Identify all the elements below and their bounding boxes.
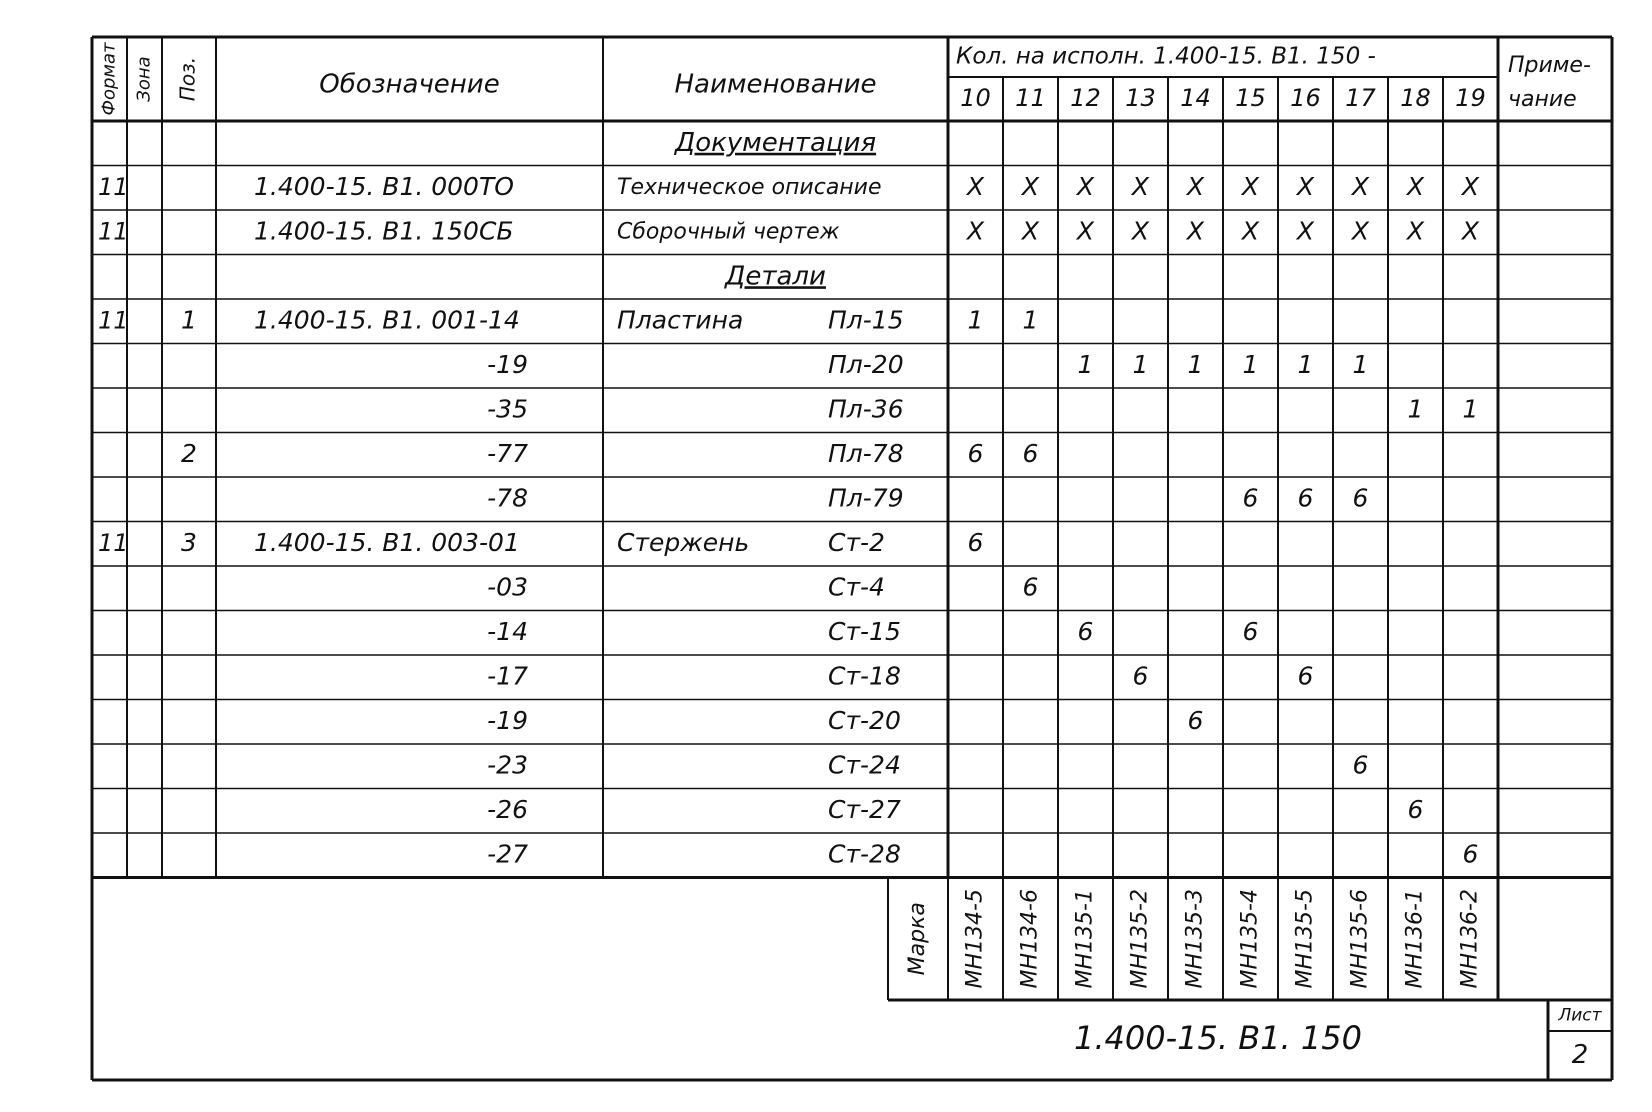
qty-cell: 6 bbox=[1297, 661, 1314, 691]
row-mark: Пл-79 bbox=[828, 483, 904, 513]
row-designation: -19 bbox=[487, 349, 528, 379]
qty-cell: 6 bbox=[1297, 483, 1314, 513]
qty-cell: 6 bbox=[1242, 483, 1259, 513]
row-position: 1 bbox=[181, 305, 197, 335]
row-name: Пластина bbox=[617, 305, 744, 335]
header-variant-10: 10 bbox=[960, 84, 991, 112]
header-variant-16: 16 bbox=[1290, 84, 1321, 112]
section-heading: Документация bbox=[674, 127, 877, 158]
qty-cell: 1 bbox=[1022, 305, 1039, 335]
qty-cell: X bbox=[1186, 216, 1205, 246]
qty-cell: 6 bbox=[1352, 750, 1369, 780]
row-designation: 1.400-15. В1. 000ТО bbox=[254, 171, 514, 201]
header-variant-19: 19 bbox=[1455, 84, 1486, 112]
row-format: 11 bbox=[98, 306, 129, 335]
mark-code: МН136-2 bbox=[1457, 889, 1483, 989]
header-variant-17: 17 bbox=[1345, 84, 1376, 112]
row-name: Стержень bbox=[617, 527, 750, 557]
row-mark: Ст-20 bbox=[828, 705, 901, 735]
mark-code: МН135-6 bbox=[1347, 889, 1373, 989]
qty-cell: 1 bbox=[1352, 349, 1369, 379]
row-designation: 1.400-15. В1. 001-14 bbox=[254, 305, 520, 335]
header-variant-18: 18 bbox=[1400, 84, 1431, 112]
row-designation: -17 bbox=[487, 661, 528, 691]
row-designation: 1.400-15. В1. 150СБ bbox=[254, 216, 514, 246]
mark-code: МН135-5 bbox=[1292, 889, 1318, 989]
mark-code: МН135-3 bbox=[1182, 889, 1208, 989]
row-mark: Ст-2 bbox=[828, 527, 885, 557]
row-mark: Ст-28 bbox=[828, 839, 901, 869]
qty-cell: 6 bbox=[1352, 483, 1369, 513]
row-mark: Ст-15 bbox=[828, 616, 901, 646]
row-mark: Ст-4 bbox=[828, 572, 885, 602]
table-text bbox=[98, 42, 1603, 1070]
row-position: 3 bbox=[181, 527, 197, 557]
header-variant-11: 11 bbox=[1015, 84, 1046, 112]
row-designation: -35 bbox=[487, 394, 528, 424]
row-designation: -26 bbox=[487, 794, 528, 824]
row-format: 11 bbox=[98, 528, 129, 557]
row-designation: -27 bbox=[487, 839, 528, 869]
qty-cell: X bbox=[966, 171, 985, 201]
qty-cell: 6 bbox=[1022, 438, 1039, 468]
qty-cell: X bbox=[1406, 171, 1425, 201]
qty-cell: 6 bbox=[1077, 616, 1094, 646]
qty-cell: X bbox=[1021, 171, 1040, 201]
qty-cell: X bbox=[1076, 216, 1095, 246]
row-mark: Ст-24 bbox=[828, 750, 901, 780]
qty-cell: X bbox=[1131, 216, 1150, 246]
header-note: чание bbox=[1508, 87, 1577, 112]
row-mark: Ст-18 bbox=[828, 661, 901, 691]
qty-cell: X bbox=[1241, 171, 1260, 201]
qty-cell: 6 bbox=[967, 527, 984, 557]
row-format: 11 bbox=[98, 172, 129, 201]
qty-cell: X bbox=[1351, 171, 1370, 201]
qty-cell: X bbox=[966, 216, 985, 246]
qty-cell: 1 bbox=[1462, 394, 1479, 424]
qty-cell: X bbox=[1461, 171, 1480, 201]
row-mark: Ст-27 bbox=[828, 794, 901, 824]
header-variant-15: 15 bbox=[1235, 84, 1266, 112]
marks-label: Марка bbox=[905, 902, 930, 976]
qty-cell: X bbox=[1076, 171, 1095, 201]
row-designation: -78 bbox=[487, 483, 528, 513]
row-position: 2 bbox=[181, 438, 197, 468]
row-designation: -19 bbox=[487, 705, 528, 735]
qty-cell: X bbox=[1406, 216, 1425, 246]
row-mark: Пл-15 bbox=[828, 305, 904, 335]
row-format: 11 bbox=[98, 217, 129, 246]
qty-cell: 1 bbox=[967, 305, 984, 335]
qty-cell: X bbox=[1241, 216, 1260, 246]
qty-cell: 6 bbox=[1242, 616, 1259, 646]
header-variant-13: 13 bbox=[1125, 84, 1156, 112]
row-designation: -03 bbox=[487, 572, 528, 602]
header-zone: Зона bbox=[133, 56, 155, 102]
mark-code: МН135-4 bbox=[1237, 889, 1263, 989]
row-designation: -23 bbox=[487, 750, 528, 780]
qty-cell: 1 bbox=[1187, 349, 1204, 379]
mark-code: МН135-2 bbox=[1127, 889, 1153, 989]
header-designation: Обозначение bbox=[319, 69, 500, 100]
row-mark: Пл-36 bbox=[828, 394, 904, 424]
row-designation: -77 bbox=[487, 438, 528, 468]
qty-cell: X bbox=[1131, 171, 1150, 201]
sheet-label: Лист bbox=[1558, 1005, 1602, 1026]
row-mark: Пл-20 bbox=[828, 349, 904, 379]
qty-cell: 6 bbox=[1022, 572, 1039, 602]
row-name: Сборочный чертеж bbox=[617, 219, 840, 245]
qty-cell: X bbox=[1021, 216, 1040, 246]
header-note: Приме- bbox=[1508, 53, 1591, 78]
qty-cell: 6 bbox=[1132, 661, 1149, 691]
document-code: 1.400-15. В1. 150 bbox=[1074, 1019, 1362, 1057]
sheet-number: 2 bbox=[1571, 1040, 1589, 1070]
header-pos: Поз. bbox=[175, 56, 200, 102]
header-qty-title: Кол. на исполн. 1.400-15. В1. 150 - bbox=[956, 43, 1376, 70]
row-designation: 1.400-15. В1. 003-01 bbox=[254, 527, 520, 557]
qty-cell: X bbox=[1296, 216, 1315, 246]
row-mark: Пл-78 bbox=[828, 438, 904, 468]
qty-cell: X bbox=[1351, 216, 1370, 246]
section-heading: Детали bbox=[725, 261, 826, 292]
header-variant-12: 12 bbox=[1070, 84, 1101, 112]
qty-cell: 6 bbox=[1462, 839, 1479, 869]
qty-cell: 1 bbox=[1297, 349, 1314, 379]
qty-cell: 1 bbox=[1132, 349, 1149, 379]
header-format: Формат bbox=[98, 42, 120, 116]
header-variant-14: 14 bbox=[1180, 84, 1211, 112]
qty-cell: X bbox=[1186, 171, 1205, 201]
qty-cell: 1 bbox=[1242, 349, 1259, 379]
mark-code: МН134-5 bbox=[962, 889, 988, 989]
row-designation: -14 bbox=[487, 616, 528, 646]
qty-cell: 6 bbox=[967, 438, 984, 468]
mark-code: МН135-1 bbox=[1072, 889, 1098, 989]
qty-cell: 6 bbox=[1187, 705, 1204, 735]
mark-code: МН134-6 bbox=[1017, 889, 1043, 989]
qty-cell: X bbox=[1461, 216, 1480, 246]
qty-cell: 1 bbox=[1407, 394, 1424, 424]
qty-cell: 1 bbox=[1077, 349, 1094, 379]
qty-cell: X bbox=[1296, 171, 1315, 201]
mark-code: МН136-1 bbox=[1402, 889, 1428, 989]
row-name: Техническое описание bbox=[617, 174, 882, 200]
header-name: Наименование bbox=[674, 69, 877, 100]
qty-cell: 6 bbox=[1407, 794, 1424, 824]
